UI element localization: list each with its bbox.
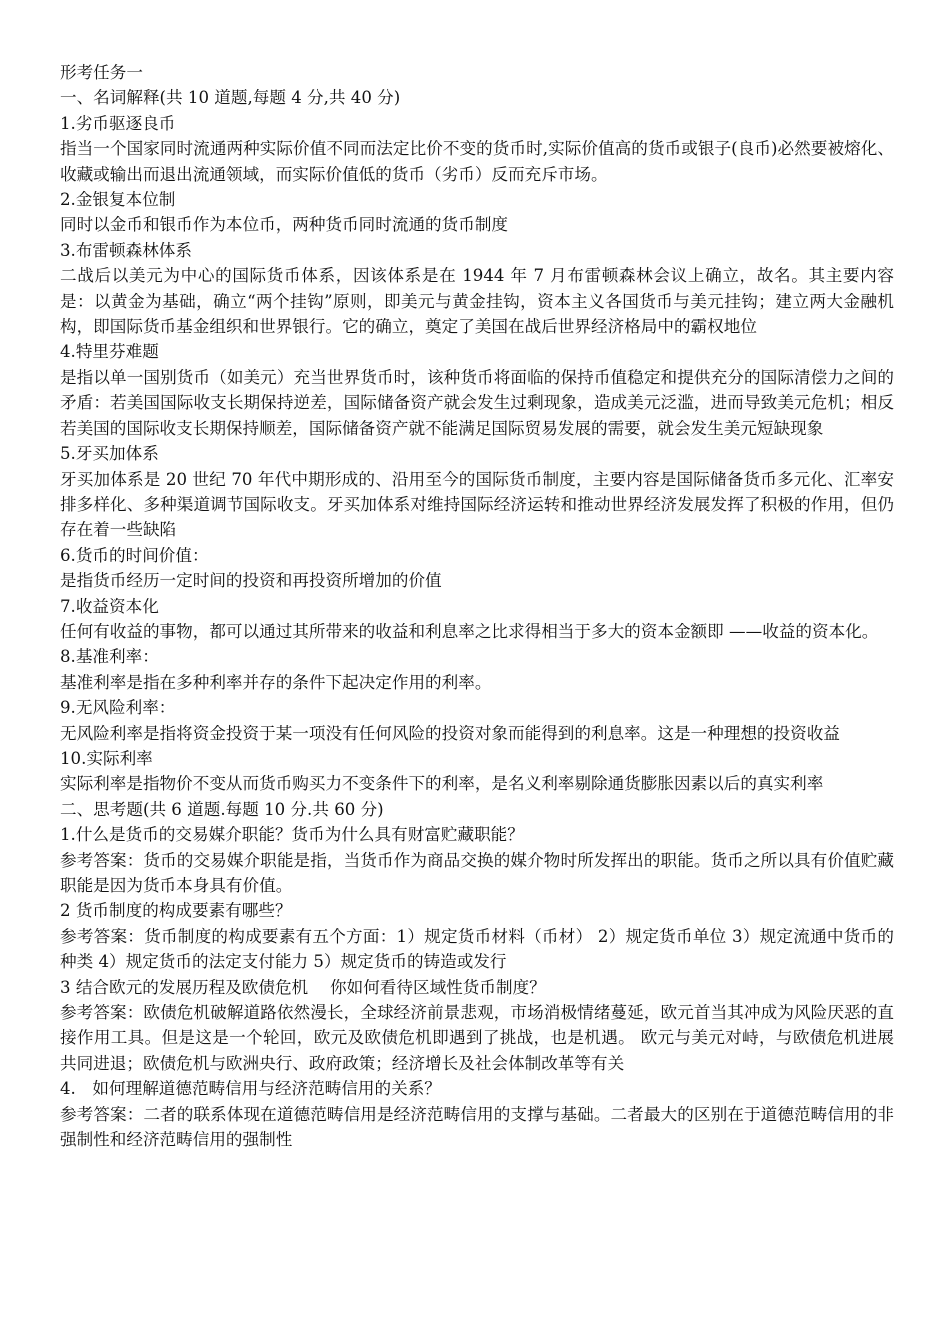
document-page	[60, 60, 894, 1152]
term-definition-1: 指当一个国家同时流通两种实际价值不同而法定比价不变的货币时,实际价值高的货币或银子(良币)必然要被熔化、收藏或输出而退出流通领域，而实际价值低的货币（劣币）反而充斥市场。	[60, 139, 894, 184]
question-3: 3 结合欧元的发展历程及欧债危机 你如何看待区域性货币制度？	[60, 977, 546, 997]
question-1: 1.什么是货币的交易媒介职能？货币为什么具有财富贮藏职能？	[60, 825, 524, 845]
term-definition-9: 无风险利率是指将资金投资于某一项没有任何风险的投资对象而能得到的利息率。这是一种理想的投资收益	[60, 723, 840, 743]
answer-2: 参考答案：货币制度的构成要素有五个方面：1）规定货币材料（币材） 2）规定货币单位 3）规定流通中货币的种类 4）规定货币的法定支付能力 5）规定货币的铸造或发行	[60, 926, 894, 972]
term-heading-7: 7.收益资本化	[60, 596, 159, 616]
term-heading-6: 6.货币的时间价值：	[60, 545, 209, 565]
term-heading-3: 3.布雷顿森林体系	[60, 240, 192, 260]
section-heading-questions: 二、思考题(共 6 道题.每题 10 分.共 60 分)	[60, 799, 384, 819]
term-definition-2: 同时以金币和银币作为本位币，两种货币同时流通的货币制度	[60, 215, 509, 235]
term-heading-1: 1.劣币驱逐良币	[60, 113, 176, 133]
doc-title: 形考任务一	[60, 63, 143, 82]
term-definition-5: 牙买加体系是 20 世纪 70 年代中期形成的、沿用至今的国际货币制度，主要内容是国际储备货币多元化、汇率安排多样化、多种渠道调节国际收支。牙买加体系对维持国际经济运转和推动世界经济发展发挥了积极的作用，但仍存在着一些缺陷	[60, 469, 894, 540]
term-definition-6: 是指货币经历一定时间的投资和再投资所增加的价值	[60, 571, 442, 591]
answer-1: 参考答案：货币的交易媒介职能是指，当货币作为商品交换的媒介物时所发挥出的职能。货币之所以具有价值贮藏职能是因为货币本身具有价值。	[60, 850, 894, 895]
term-heading-2: 2.金银复本位制	[60, 190, 176, 210]
term-definition-10: 实际利率是指物价不变从而货币购买力不变条件下的利率，是名义利率剔除通货膨胀因素以后的真实利率	[60, 774, 824, 794]
term-heading-5: 5.牙买加体系	[60, 444, 159, 464]
question-2: 2 货币制度的构成要素有哪些？	[60, 901, 292, 921]
answer-4: 参考答案：二者的联系体现在道德范畴信用是经济范畴信用的支撑与基础。二者最大的区别在于道德范畴信用的非强制性和经济范畴信用的强制性	[60, 1104, 894, 1150]
term-definition-3: 二战后以美元为中心的国际货币体系，因该体系是在 1944 年 7 月布雷顿森林会议上确立，故名。其主要内容是：以黄金为基础，确立“两个挂钩”原则，即美元与黄金挂钩，资本主义各国货币与美元挂钩；建立两大金融机构，即国际货币基金组织和世界银行。它的确立，奠定了美国在战后世界经济格局中的霸权地位	[60, 266, 894, 337]
term-definition-7: 任何有收益的事物，都可以通过其所带来的收益和利息率之比求得相当于多大的资本金额即 ——收益的资本化。	[60, 621, 879, 641]
term-definition-8: 基准利率是指在多种利率并存的条件下起决定作用的利率。	[60, 672, 492, 692]
term-heading-4: 4.特里芬难题	[60, 342, 159, 362]
answer-3: 参考答案：欧债危机破解道路依然漫长，全球经济前景悲观，市场消极情绪蔓延，欧元首当其冲成为风险厌恶的直接作用工具。但是这是一个轮回，欧元及欧债危机即遇到了挑战，也是机遇。 欧元与美元对峙，与欧债危机进展共同进退；欧债危机与欧洲央行、政府政策；经济增长及社会体制改革等有关	[60, 1003, 894, 1073]
term-heading-8: 8.基准利率：	[60, 647, 159, 667]
term-definition-4: 是指以单一国别货币（如美元）充当世界货币时，该种货币将面临的保持币值稳定和提供充分的国际清偿力之间的矛盾：若美国国际收支长期保持逆差，国际储备资产就会发生过剩现象，造成美元泛滥，进而导致美元危机；相反若美国的国际收支长期保持顺差，国际储备资产就不能满足国际贸易发展的需要，就会发生美元短缺现象	[60, 367, 894, 438]
question-4: 4. 如何理解道德范畴信用与经济范畴信用的关系？	[60, 1079, 441, 1099]
term-heading-10: 10.实际利率	[60, 748, 153, 768]
term-heading-9: 9.无风险利率：	[60, 698, 176, 718]
section-heading-terms: 一、名词解释(共 10 道题,每题 4 分,共 40 分)	[60, 88, 401, 108]
